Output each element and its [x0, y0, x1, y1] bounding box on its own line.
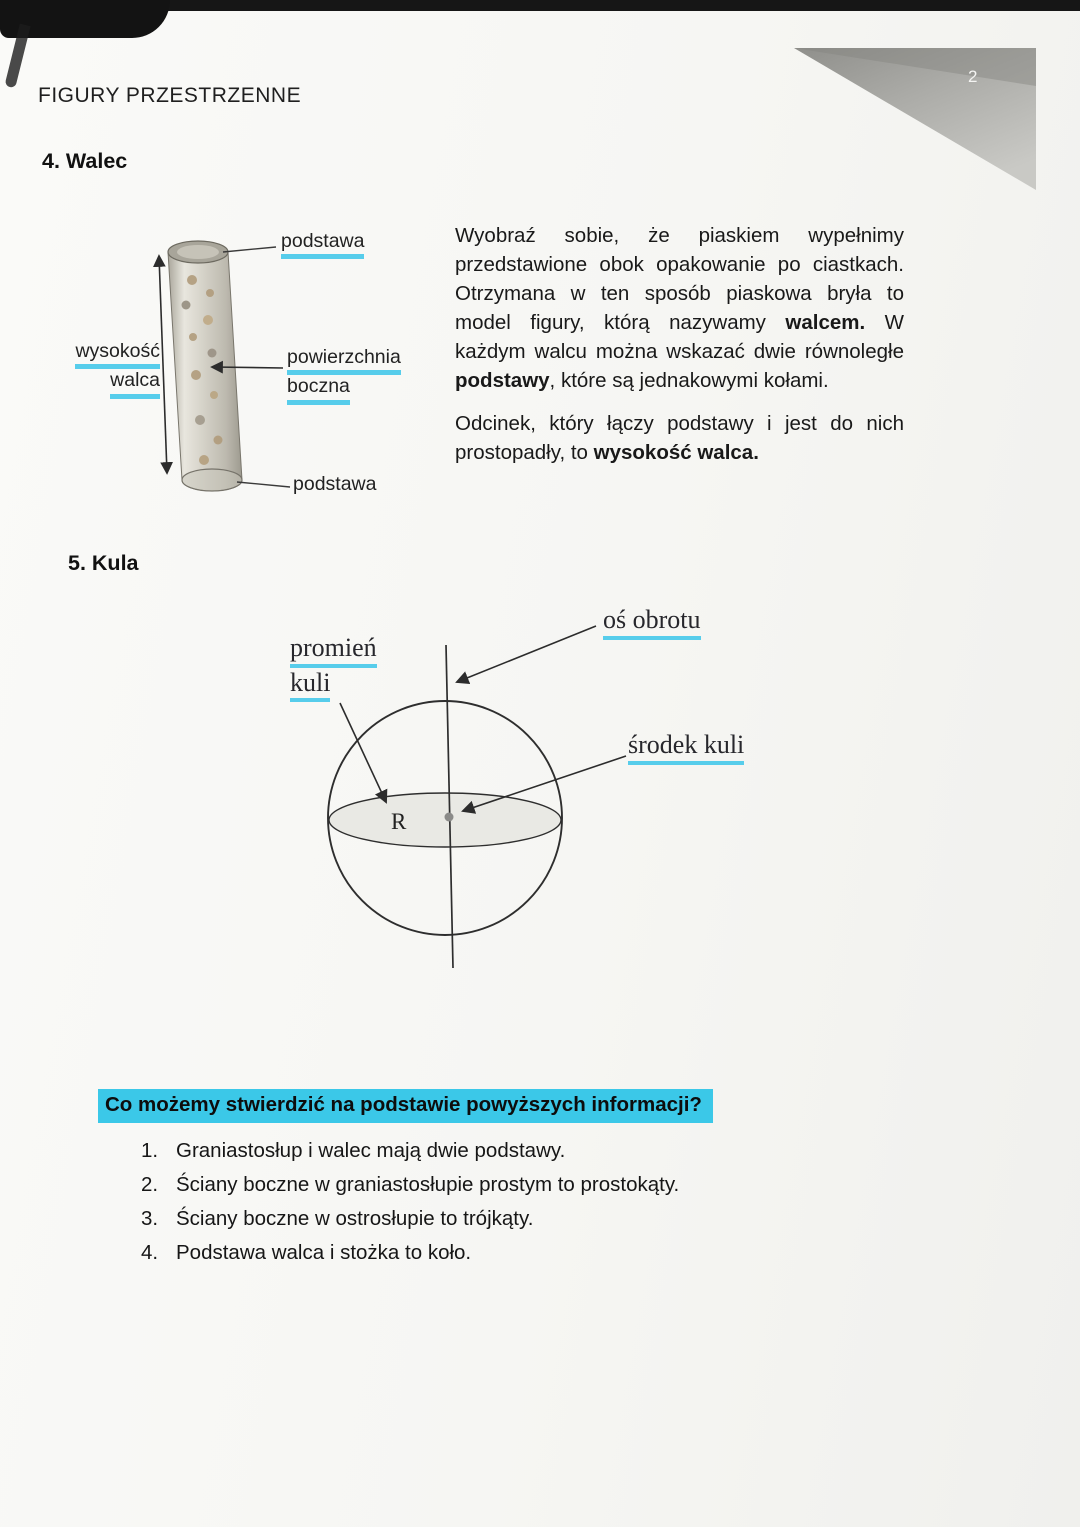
walec-paragraph-2 — [455, 409, 904, 467]
list-item-text: Ściany boczne w graniastosłupie prostym to prostokąty. — [176, 1173, 680, 1196]
list-item-text: Podstawa walca i stożka to koło. — [176, 1241, 472, 1264]
center-pointer-arrow — [463, 756, 626, 811]
walec-description — [455, 221, 904, 467]
label-os-obrotu-text: oś obrotu — [603, 605, 701, 640]
label-srodek-kuli — [628, 730, 744, 765]
pointer-podstawa-top — [223, 247, 276, 252]
list-item — [141, 1139, 679, 1163]
label-wysokosc-walca — [56, 340, 160, 399]
page-number: 2 — [968, 67, 978, 86]
label-walca-text: walca — [110, 369, 160, 398]
label-boczna-text: boczna — [287, 375, 350, 404]
radius-symbol: R — [391, 809, 407, 834]
list-item-number: 2. — [141, 1173, 159, 1196]
paragraph-text: Odcinek, który łączy podstawy i jest do nich prostopadły, to — [455, 412, 904, 464]
sphere-center-dot — [445, 813, 454, 822]
paragraph-text: W każdym walcu można wskazać dwie równoległe — [455, 311, 904, 363]
height-arrow — [159, 256, 167, 473]
label-podstawa-bottom-text: podstawa — [293, 473, 377, 495]
paragraph-text: , które są jednakowymi kołami. — [549, 369, 829, 392]
equator-ellipse — [329, 793, 561, 847]
list-item-number: 1. — [141, 1139, 159, 1162]
pointer-powierzchnia-arrow — [212, 367, 283, 368]
list-item-number: 3. — [141, 1207, 159, 1230]
label-kuli-text: kuli — [290, 668, 330, 703]
label-podstawa-top — [281, 230, 364, 259]
cylinder-bottom-base — [182, 469, 242, 491]
label-podstawa-bottom — [293, 473, 376, 496]
paragraph-text: Wyobraź sobie, że piaskiem wypełnimy przedstawione obok opakowanie po ciastkach. Otrzymana w ten sposób piaskowa bryła to model figury, którą nazywamy — [455, 224, 904, 334]
cylinder-top-base-inner — [177, 245, 219, 259]
list-item-number: 4. — [141, 1241, 159, 1264]
question-highlight — [98, 1089, 713, 1123]
label-srodek-kuli-text: środek kuli — [628, 730, 744, 765]
radius-pointer-arrow — [340, 703, 386, 802]
list-item — [141, 1207, 679, 1231]
list-item — [141, 1241, 679, 1265]
page-header: FIGURY PRZESTRZENNE — [38, 84, 302, 107]
label-powierzchnia-boczna — [287, 346, 401, 405]
label-wysokosc-text: wysokość — [75, 340, 160, 369]
section-title-walec: 4. Walec — [42, 149, 128, 173]
label-powierzchnia-text: powierzchnia — [287, 346, 401, 375]
question-text: Co możemy stwierdzić na podstawie powyższych informacji? — [105, 1093, 702, 1116]
label-promien-kuli — [290, 633, 377, 702]
bold-term-walcem: walcem. — [785, 311, 866, 334]
axis-pointer-arrow — [457, 626, 596, 682]
label-podstawa-top-text: podstawa — [281, 230, 364, 259]
label-os-obrotu — [603, 605, 701, 640]
bold-term-podstawy: podstawy — [455, 369, 550, 392]
label-promien-text: promień — [290, 633, 377, 668]
section-title-kula: 5. Kula — [68, 551, 139, 575]
walec-paragraph-1 — [455, 221, 904, 395]
pointer-podstawa-bottom — [237, 482, 290, 487]
list-item — [141, 1173, 679, 1197]
bold-term-wysokosc-walca: wysokość walca. — [593, 441, 759, 464]
list-item-text: Ściany boczne w ostrosłupie to trójkąty. — [176, 1207, 534, 1230]
list-item-text: Graniastosłup i walec mają dwie podstawy. — [176, 1139, 566, 1162]
corner-fold-graphic — [788, 44, 1040, 194]
conclusions-list — [141, 1139, 679, 1275]
